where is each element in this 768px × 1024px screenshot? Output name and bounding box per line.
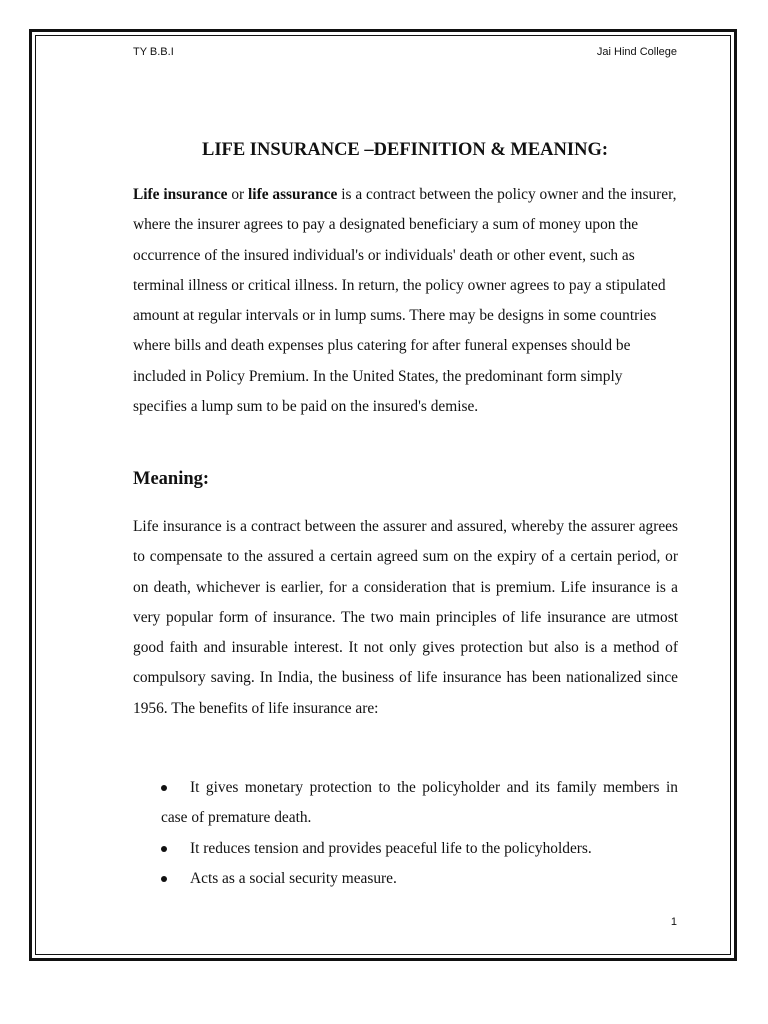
benefit-item [161, 773, 678, 834]
benefit-item [161, 864, 678, 894]
bullet-icon [161, 846, 167, 852]
term-life-assurance: life assurance [248, 186, 338, 203]
meaning-paragraph: Life insurance is a contract between the assurer and assured, whereby the assurer agrees to compensate to the assured a certain agreed sum on the expiry of a certain period, or on death, whichever is earlier, for a consideration that is premium. Life insurance is a very popular form of insurance. The two main principles of life insurance are utmost good faith and insurable interest. It not only gives protection but also is a method of compulsory saving. In India, the business of life insurance has been nationalized since 1956. The benefits of life insurance are: [133, 518, 678, 717]
header-left-text: TY B.B.I [133, 46, 174, 58]
meaning-heading: Meaning: [133, 469, 210, 489]
page-number: 1 [670, 916, 677, 928]
page-title: LIFE INSURANCE –DEFINITION & MEANING: [201, 140, 608, 160]
benefits-list [161, 773, 678, 894]
bullet-icon [161, 876, 167, 882]
header-right-text: Jai Hind College [596, 46, 677, 58]
benefit-text: It gives monetary protection to the policyholder and its family members in case of premature death. [161, 779, 678, 827]
definition-body: is a contract between the policy owner and the insurer, where the insurer agrees to pay a designated beneficiary a sum of money upon the occurrence of the insured individual's or individuals' death or other event, such as terminal illness or critical illness. In return, the policy owner agrees to pay a stipulated amount at regular intervals or in lump sums. There may be designs in some countries where bills and death expenses plus catering for after funeral expenses should be included in Policy Premium. In the United States, the predominant form simply specifies a lump sum to be paid on the insured's demise. [133, 186, 677, 416]
term-life-insurance: Life insurance [133, 186, 228, 203]
benefit-item [161, 834, 678, 864]
benefit-text: It reduces tension and provides peaceful life to the policyholders. [190, 839, 592, 857]
definition-paragraph [133, 180, 678, 422]
bullet-icon [161, 785, 167, 791]
term-connector: or [227, 186, 249, 203]
benefit-text: Acts as a social security measure. [190, 869, 397, 887]
